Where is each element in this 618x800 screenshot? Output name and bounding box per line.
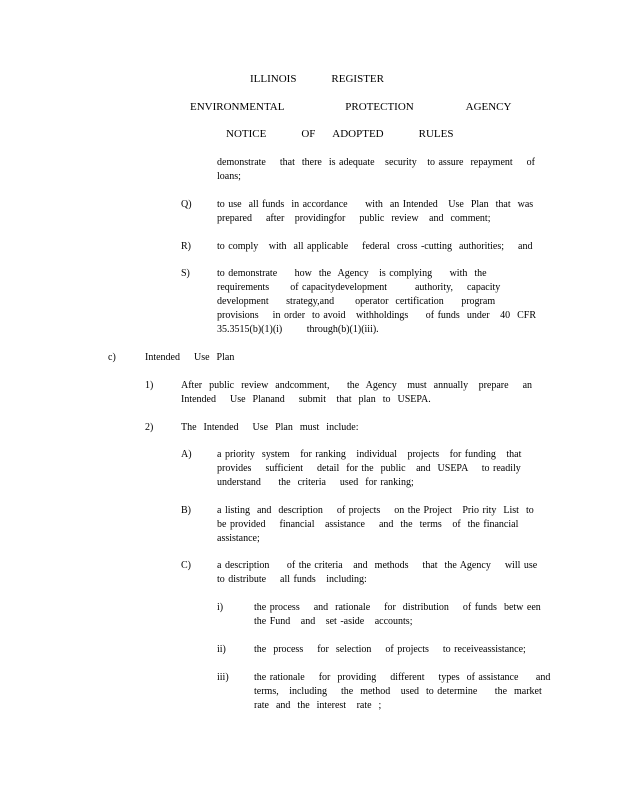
item-label-b: B) (181, 505, 191, 516)
item-c-text: a description of the criteria and methods that the Agency will use (217, 560, 538, 571)
item-b-text: assistance; (217, 533, 260, 544)
item-iii-text: the rationale for providing different types of assistance and (254, 672, 551, 683)
item-label-ii: ii) (217, 644, 226, 655)
item-s-text: provisions in order to avoid withholdings of funds under 40 CFR (217, 310, 536, 321)
item-s-text: 35.3515(b)(1)(i) through(b)(1)(iii). (217, 324, 379, 335)
item-label-r: R) (181, 241, 191, 252)
header-notice: NOTICE OF ADOPTED RULES (226, 128, 454, 140)
item-1-text: After public review andcomment, the Agency must annually prepare an (181, 380, 533, 391)
item-a-text: provides sufficient detail for the public and USEPA to readily (217, 463, 521, 474)
paragraph-text: loans; (217, 171, 241, 182)
item-a-text: a priority system for ranking individual projects for funding that (217, 449, 522, 460)
paragraph-text: demonstrate that there is adequate security to assure repayment of (217, 157, 536, 168)
section-title: Intended Use Plan (145, 352, 235, 363)
item-2-text: The Intended Use Plan must include: (181, 422, 359, 433)
item-label-iii: iii) (217, 672, 229, 683)
item-label-q: Q) (181, 199, 192, 210)
section-label-c: c) (108, 352, 116, 363)
item-q-text: to use all funds in accordance with an Intended Use Plan that was (217, 199, 534, 210)
item-1-text: Intended Use Planand submit that plan to USEPA. (181, 394, 431, 405)
item-iii-text: terms, including the method used to determine the market (254, 686, 542, 697)
item-b-text: a listing and description of projects on the Project Prio rity List to (217, 505, 534, 516)
item-iii-text: rate and the interest rate ; (254, 700, 382, 711)
item-q-text: prepared after providingfor public review and comment; (217, 213, 491, 224)
item-ii-text: the process for selection of projects to receiveassistance; (254, 644, 526, 655)
item-a-text: understand the criteria used for ranking; (217, 477, 414, 488)
item-s-text: requirements of capacitydevelopment authority, capacity (217, 282, 501, 293)
item-label-1: 1) (145, 380, 154, 391)
item-s-text: development strategy,and operator certification program (217, 296, 496, 307)
item-label-s: S) (181, 268, 190, 279)
item-i-text: the Fund and set -aside accounts; (254, 616, 413, 627)
header-agency: ENVIRONMENTAL PROTECTION AGENCY (190, 101, 512, 113)
header-register: ILLINOIS REGISTER (250, 73, 384, 85)
item-s-text: to demonstrate how the Agency is complying with the (217, 268, 487, 279)
item-r-text: to comply with all applicable federal cross -cutting authorities; and (217, 241, 533, 252)
item-label-2: 2) (145, 422, 154, 433)
item-i-text: the process and rationale for distribution of funds betw een (254, 602, 541, 613)
item-b-text: be provided financial assistance and the terms of the financial (217, 519, 519, 530)
item-label-i: i) (217, 602, 224, 613)
item-label-c: C) (181, 560, 191, 571)
item-label-a: A) (181, 449, 192, 460)
item-c-text: to distribute all funds including: (217, 574, 367, 585)
